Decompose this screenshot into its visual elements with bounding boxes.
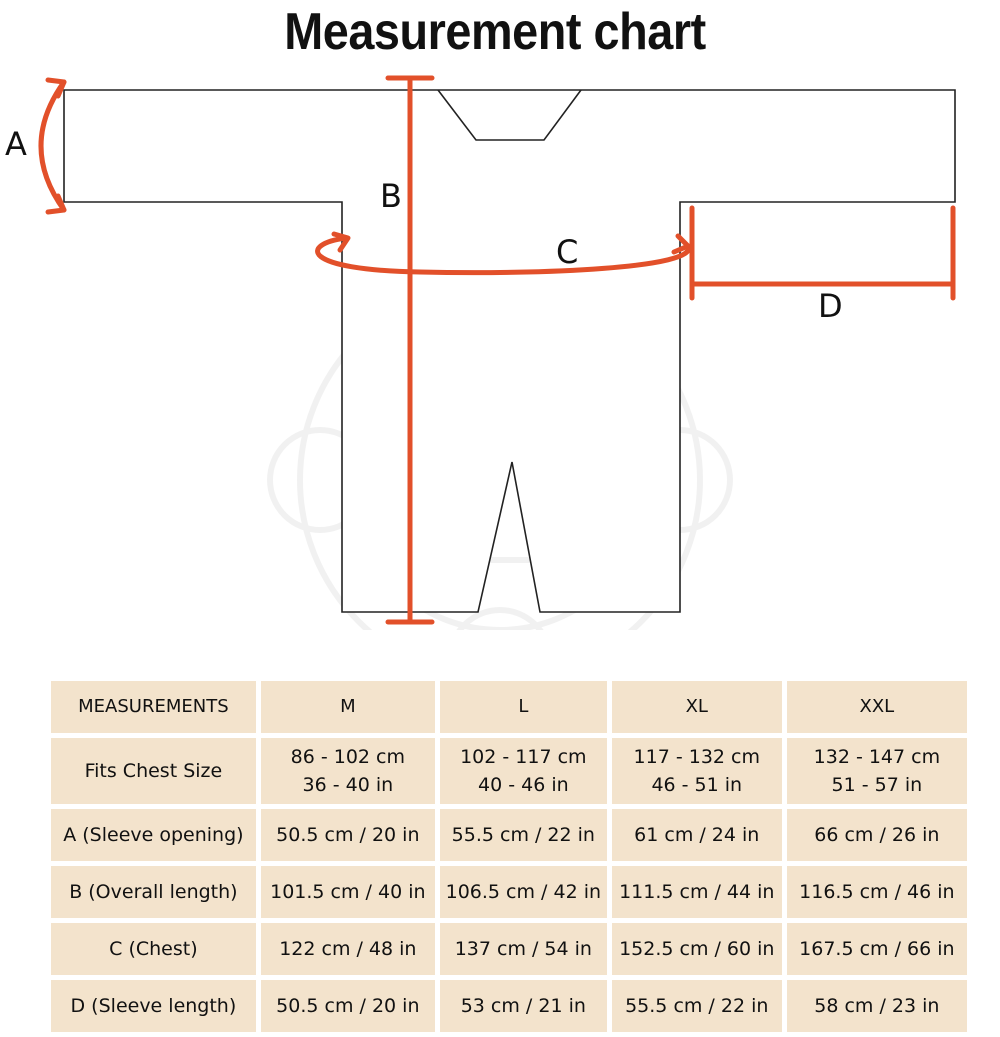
table-cell: 55.5 cm / 22 in — [612, 980, 782, 1032]
cell-line: 40 - 46 in — [478, 774, 569, 796]
cell-line: 117 - 132 cm — [633, 746, 760, 768]
header-size-m: M — [261, 681, 435, 733]
dimension-d-label: D — [818, 287, 843, 325]
table-row-fits-chest — [51, 738, 967, 804]
row-label: C (Chest) — [51, 923, 256, 975]
cell-line: 132 - 147 cm — [813, 746, 941, 768]
header-size-l: L — [440, 681, 607, 733]
dimension-a-arrow — [41, 80, 64, 212]
table-row-overall-length — [51, 866, 967, 918]
size-table — [46, 676, 972, 1037]
table-cell: 122 cm / 48 in — [261, 923, 435, 975]
dimension-c-label: C — [556, 233, 579, 271]
table-cell: 58 cm / 23 in — [787, 980, 967, 1032]
table-row-sleeve-length — [51, 980, 967, 1032]
cell-line: 36 - 40 in — [302, 774, 394, 796]
row-label: A (Sleeve opening) — [51, 809, 256, 861]
size-table-container — [46, 676, 972, 1037]
table-cell — [440, 738, 607, 804]
cell-line: 102 - 117 cm — [460, 746, 587, 768]
cell-line: 86 - 102 cm — [290, 746, 406, 768]
table-cell: 50.5 cm / 20 in — [261, 809, 435, 861]
table-cell: 101.5 cm / 40 in — [261, 866, 435, 918]
cell-line: 51 - 57 in — [831, 774, 923, 796]
table-cell — [787, 738, 967, 804]
header-size-xxl: XXL — [787, 681, 967, 733]
table-header-row — [51, 681, 967, 733]
table-cell: 152.5 cm / 60 in — [612, 923, 782, 975]
row-label: Fits Chest Size — [51, 738, 256, 804]
row-label: D (Sleeve length) — [51, 980, 256, 1032]
dimension-a-label: A — [5, 125, 27, 163]
table-cell: 66 cm / 26 in — [787, 809, 967, 861]
row-label: B (Overall length) — [51, 866, 256, 918]
table-cell: 137 cm / 54 in — [440, 923, 607, 975]
table-row-sleeve-opening — [51, 809, 967, 861]
table-cell: 61 cm / 24 in — [612, 809, 782, 861]
table-row-chest — [51, 923, 967, 975]
table-cell: 116.5 cm / 46 in — [787, 866, 967, 918]
table-cell: 111.5 cm / 44 in — [612, 866, 782, 918]
tunic-outline — [64, 90, 955, 612]
garment-diagram — [0, 60, 1000, 630]
cell-line: 46 - 51 in — [651, 774, 743, 796]
header-size-xl: XL — [612, 681, 782, 733]
table-cell: 106.5 cm / 42 in — [440, 866, 607, 918]
table-cell: 167.5 cm / 66 in — [787, 923, 967, 975]
dimension-b-label: B — [380, 177, 402, 215]
header-measurements: MEASUREMENTS — [51, 681, 256, 733]
table-cell — [612, 738, 782, 804]
table-cell: 55.5 cm / 22 in — [440, 809, 607, 861]
page-title: Measurement chart — [284, 3, 706, 61]
table-cell: 53 cm / 21 in — [440, 980, 607, 1032]
table-cell — [261, 738, 435, 804]
dimension-d-line — [692, 208, 953, 298]
table-cell: 50.5 cm / 20 in — [261, 980, 435, 1032]
